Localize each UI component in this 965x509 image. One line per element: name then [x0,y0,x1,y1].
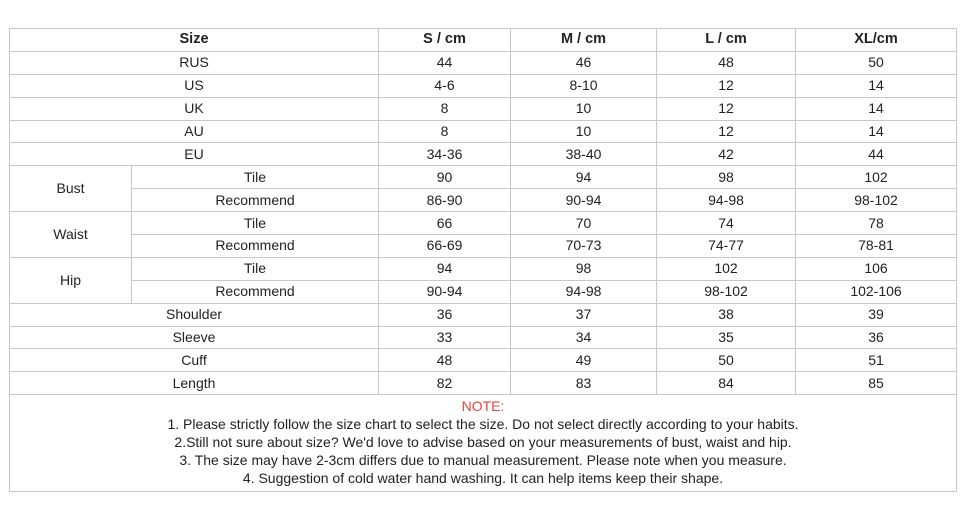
size-value: 66 [379,212,511,235]
note-line: 2.Still not sure about size? We'd love to advise based on your measurements of bust, waist and hip. [174,434,792,451]
size-value: 98-102 [796,189,957,212]
row-label: US [10,74,379,97]
header-xl: XL/cm [796,29,957,52]
size-value: 8 [379,120,511,143]
size-value: 48 [379,349,511,372]
header-s: S / cm [379,29,511,52]
sub-label: Tile [132,212,379,235]
table-row [10,326,957,349]
table-row [10,189,957,212]
sub-label: Recommend [132,235,379,258]
size-value: 50 [657,349,796,372]
size-value: 14 [796,74,957,97]
table-row [10,303,957,326]
size-value: 50 [796,51,957,74]
table-row [10,120,957,143]
table-row [10,97,957,120]
row-label: AU [10,120,379,143]
size-value: 78-81 [796,235,957,258]
table-row [10,349,957,372]
table-row [10,51,957,74]
size-value: 8 [379,97,511,120]
size-value: 90 [379,166,511,189]
size-value: 38-40 [511,143,657,166]
size-value: 34-36 [379,143,511,166]
header-row [10,29,957,52]
table-row [10,280,957,303]
size-value: 70 [511,212,657,235]
size-value: 85 [796,372,957,395]
size-value: 46 [511,51,657,74]
sub-label: Recommend [132,280,379,303]
size-value: 37 [511,303,657,326]
table-row [10,166,957,189]
size-value: 34 [511,326,657,349]
header-m: M / cm [511,29,657,52]
sub-label: Recommend [132,189,379,212]
size-value: 83 [511,372,657,395]
table-row [10,143,957,166]
row-label: Cuff [10,349,379,372]
size-value: 14 [796,120,957,143]
size-table [9,28,957,492]
size-value: 66-69 [379,235,511,258]
size-value: 98-102 [657,280,796,303]
sub-label: Tile [132,166,379,189]
row-label: RUS [10,51,379,74]
table-row [10,372,957,395]
size-value: 44 [796,143,957,166]
row-label: Length [10,372,379,395]
header-l: L / cm [657,29,796,52]
size-value: 36 [796,326,957,349]
size-value: 94 [379,257,511,280]
size-value: 38 [657,303,796,326]
note-line: 3. The size may have 2-3cm differs due to manual measurement. Please note when you measure. [179,452,787,469]
size-value: 98 [511,257,657,280]
size-value: 12 [657,120,796,143]
size-chart [9,28,956,492]
size-value: 94 [511,166,657,189]
group-label: Bust [10,166,132,212]
size-value: 51 [796,349,957,372]
size-value: 10 [511,97,657,120]
size-value: 4-6 [379,74,511,97]
note-row [10,395,957,492]
size-value: 48 [657,51,796,74]
size-value: 49 [511,349,657,372]
size-value: 102-106 [796,280,957,303]
size-value: 12 [657,74,796,97]
size-value: 82 [379,372,511,395]
group-label: Hip [10,257,132,303]
group-label: Waist [10,212,132,258]
table-row [10,257,957,280]
size-value: 78 [796,212,957,235]
size-value: 8-10 [511,74,657,97]
size-value: 94-98 [511,280,657,303]
size-value: 90-94 [511,189,657,212]
note-line: 4. Suggestion of cold water hand washing. It can help items keep their shape. [242,470,724,487]
size-value: 36 [379,303,511,326]
size-value: 94-98 [657,189,796,212]
note-title: NOTE: [461,398,505,415]
note-line: 1. Please strictly follow the size chart to select the size. Do not select directly according to your habits. [167,416,799,433]
row-label: EU [10,143,379,166]
size-value: 74 [657,212,796,235]
size-value: 12 [657,97,796,120]
size-value: 102 [796,166,957,189]
size-value: 44 [379,51,511,74]
table-row [10,74,957,97]
size-value: 86-90 [379,189,511,212]
note-cell [10,395,957,492]
size-value: 14 [796,97,957,120]
size-value: 90-94 [379,280,511,303]
row-label: Sleeve [10,326,379,349]
size-value: 74-77 [657,235,796,258]
size-value: 39 [796,303,957,326]
size-value: 102 [657,257,796,280]
table-row [10,212,957,235]
size-value: 84 [657,372,796,395]
size-value: 106 [796,257,957,280]
size-value: 70-73 [511,235,657,258]
sub-label: Tile [132,257,379,280]
row-label: UK [10,97,379,120]
size-value: 42 [657,143,796,166]
row-label: Shoulder [10,303,379,326]
header-size: Size [10,29,379,52]
size-value: 98 [657,166,796,189]
size-value: 35 [657,326,796,349]
size-value: 33 [379,326,511,349]
table-row [10,235,957,258]
size-value: 10 [511,120,657,143]
